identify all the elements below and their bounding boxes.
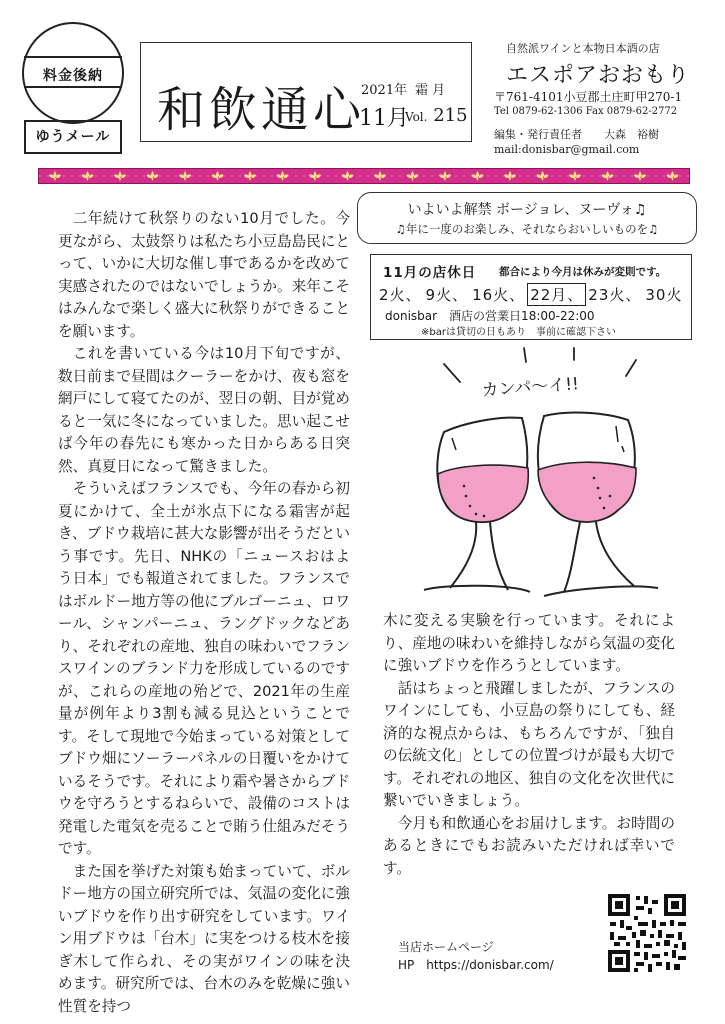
fleur-de-lis-icon [537, 171, 549, 181]
issue-month-name: 霜 月 [415, 83, 446, 98]
holiday-day: 16火、 [472, 286, 526, 304]
homepage-url[interactable]: HP https://donisbar.com/ [398, 958, 554, 972]
holiday-day: 30火 [645, 286, 683, 304]
article-right-column [383, 610, 675, 880]
postage-fee-stamp [22, 22, 124, 124]
volume-number: 215 [433, 105, 468, 126]
newsletter-masthead [140, 42, 472, 142]
bar-note: ※barは貸切の日もあり 事前に確認下さい [421, 327, 616, 338]
fleur-de-lis-icon [277, 171, 289, 181]
volume-label: Vol. [405, 110, 428, 124]
qr-code-icon[interactable] [606, 892, 688, 974]
issue-month: 11月 [359, 106, 409, 131]
postage-fee-label: 料金後納 [43, 68, 103, 84]
fleur-de-lis-icon [39, 169, 689, 183]
shop-tagline: 自然派ワインと本物日本酒の店 [506, 42, 660, 55]
holiday-day: 23火、 [588, 286, 642, 304]
announcement-subtitle: ♫年に一度のお楽しみ、それならおいしいものを♫ [395, 222, 659, 236]
holiday-days [377, 283, 684, 306]
article-left-column [58, 208, 350, 1018]
holiday-day: 2火、 [379, 286, 422, 304]
article-paragraph: 木に変える実験を行っています。それにより、産地の味わいを維持しながら気温の変化に強いブドウを作ろうとしています。 [383, 612, 675, 674]
shop-editor: 編集・発行責任者 大森 裕樹 [494, 128, 659, 141]
shop-tel-fax: Tel 0879-62-1306 Fax 0879-62-2772 [494, 106, 678, 117]
homepage-label: 当店ホームページ [398, 940, 494, 954]
holiday-schedule-box [370, 254, 692, 340]
article-paragraph: これを書いている今は10月下旬ですが、数日前まで昼間はクーラーをかけ、夜も窓を網戸にして寝てたのが、翌日の朝、目が覚めると一気に冬になっていました。思い起こせば今年の春先にも寒かった日からある日突然、真夏日になって驚きました。 [58, 345, 350, 475]
article-paragraph: また国を挙げた対策も始まっていて、ボルドー地方の国立研究所では、気温の変化に強いブドウを作り出す研究をしています。ワイン用ブドウは「台木」に実をつける枝木を接ぎ木して作られ、その実がワインの味を決めます。研究所では、台木のみを乾燥に強い性質を持つ [58, 862, 350, 1015]
holiday-note: 都合により今月は休みが変則です。 [499, 266, 667, 278]
holiday-title: 11月の店休日 [383, 265, 477, 281]
wine-glass-icon [424, 418, 530, 592]
announcement-title: いよいよ解禁 ボージョレ、ヌーヴォ♫ [407, 202, 647, 218]
article-paragraph: 話はちょっと飛躍しましたが、フランスのワインにしても、小豆島の祭りにしても、経済的な視点からは、もちろんですが、「独自の伝統文化」としての位置づけが最も大切です。それぞれの地区、独自の文化を次世代に繋いでいきましょう。 [383, 679, 675, 809]
fleur-de-lis-icon [504, 171, 516, 181]
article-paragraph: 今月も和飲通心をお届けします。お時間のあるときにでもお読みいただければ幸いです。 [383, 814, 675, 877]
fleur-de-lis-icon [472, 171, 484, 181]
fleur-de-lis-icon [244, 171, 256, 181]
holiday-day: 9火、 [425, 286, 469, 304]
bar-hours: donisbar 酒店の営業日18:00-22:00 [385, 309, 595, 323]
cheers-caption: カンパ〜イ!! [480, 374, 580, 401]
announcement-box [357, 192, 697, 244]
holiday-day-highlighted: 22月、 [527, 283, 586, 306]
issue-year: 2021年 [361, 83, 408, 98]
newsletter-title: 和飲通心 [157, 82, 366, 138]
wine-glass-illustration [404, 346, 674, 608]
mail-type-label: ゆうメール [24, 120, 122, 154]
fleur-de-lis-icon [212, 171, 224, 181]
shop-email: mail:donisbar@gmail.com [494, 143, 640, 156]
decorative-band [38, 168, 690, 184]
article-paragraph: そういえばフランスでも、今年の春から初夏にかけて、全土が氷点下になる霜害が起き、ブドウ栽培に甚大な影響が出そうだという事です。先日、NHKの「ニュースおはよう日本」でも報道されてました。フランスではボルドー地方等の他にブルゴーニュ、ロワール、シャンパーニュ、ラングドックなどあり、それぞれの産地、独自の味わいでフランスワインのブランド力を形成しているのですが、これらの産地の殆どで、2021年の生産量が例年より3割も減る見込ということです。そして現地で今始まっている対策としてブドウ畑にソーラーパネルの日覆いをかけているそうです。それにより霜や暑さからブドウを守ろうとするねらいで、設備のコストは発電した電気を売ることで賄う仕組みだそうです。 [58, 480, 350, 857]
article-paragraph: 二年続けて秋祭りのない10月でした。今更ながら、太鼓祭りは私たち小豆島島民にとって、いかに大切な催し事であるかを改めて実感されたのではないでしょうか。来年こそはみんなで楽しく盛大に秋祭りができることを願います。 [58, 210, 350, 340]
issue-volume [405, 105, 468, 126]
wine-glass-icon [538, 413, 658, 596]
shop-address: 〒761-4101小豆郡土庄町甲270-1 [494, 90, 683, 104]
shop-name: エスポアおおもり [506, 63, 691, 88]
